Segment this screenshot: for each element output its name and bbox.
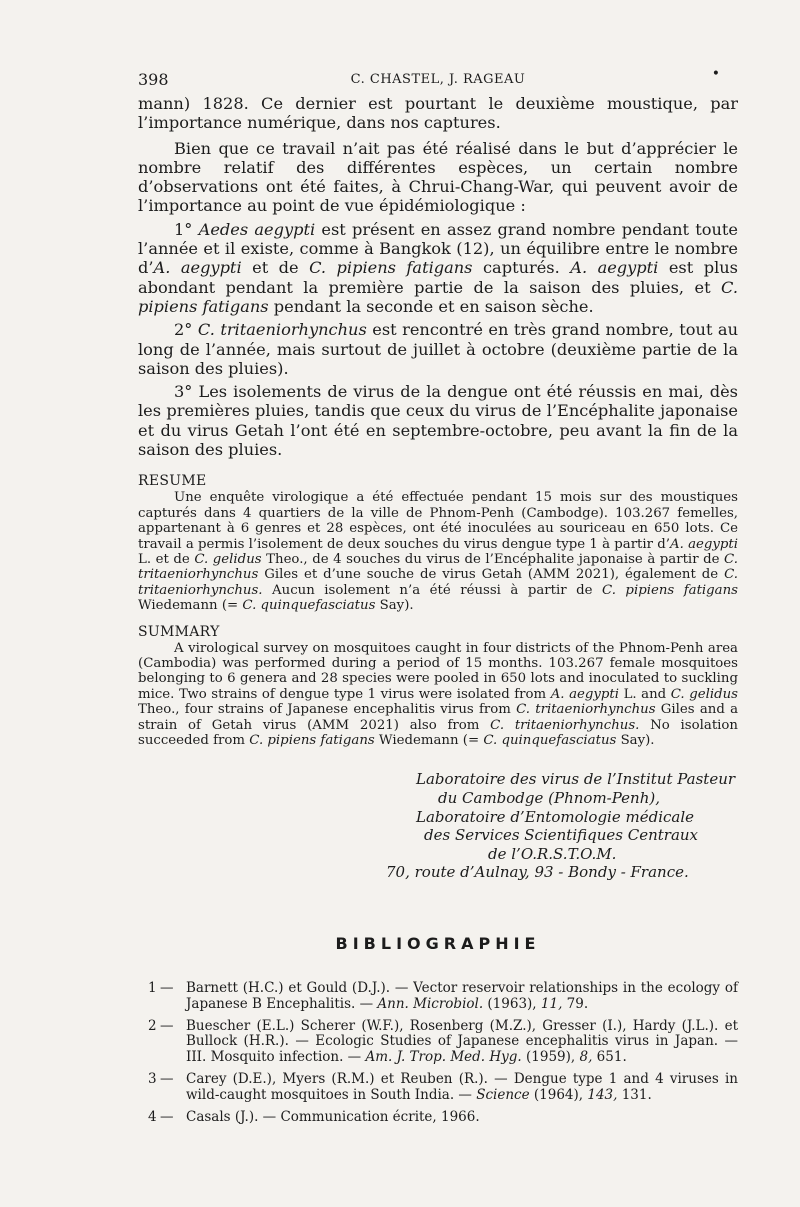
running-title: C. CHASTEL, J. RAGEAU	[350, 72, 526, 87]
reference-item: 1 — Barnett (H.C.) et Gould (D.J.). — Vector reservoir relationships in the ecology of Japanese B Encephalitis. — Ann. Microbiol. (1963), 11, 79.	[148, 980, 738, 1012]
address-line-4: des Services Scientifiques Centraux	[424, 826, 699, 845]
page-header	[138, 64, 738, 94]
body-text	[138, 94, 738, 459]
page	[138, 64, 738, 1131]
observation-2: 2° C. tritaeniorhynchus est rencontré en très grand nombre, tout au long de l’année, mais surtout de juillet à octobre (deuxième partie de la saison des pluies).	[138, 320, 739, 378]
resume-title: RESUME	[138, 473, 207, 490]
paragraph-1: mann) 1828. Ce dernier est pourtant le deuxième moustique, par l’importance numérique, dans nos captures.	[138, 94, 738, 133]
address-line-5: de l’O.R.S.T.O.M.	[488, 844, 617, 863]
reference-list	[138, 981, 738, 1125]
reference-item: 3 — Carey (D.E.), Myers (R.M.) et Reuben (R.). — Dengue type 1 and 4 viruses in wild-caught mosquitoes in South India. — Science (1964), 143, 131.	[148, 1070, 738, 1103]
resume-text: Une enquête virologique a été effectuée pendant 15 mois sur des moustiques capturés dans 4 quartiers de la ville de Phnom-Penh (Cambodge). 103.267 femelles, appartenant à 6 genres et 28 espèces, ont été inoculées au souriceau en 650 lots. Ce travail a permis l’isolement de deux souches du virus dengue type 1 à partir d’A. aegypti L. et de C. gelidus Theo., de 4 souches du virus de l’Encéphalite japonaise à partir de C. tritaeniorhynchus Giles et d’une souche de virus Getah (AMM 2021), également de C. tritaeniorhynchus. Aucun isolement n’a été réussi à partir de C. pipiens fatigans Wiedemann (= C. quinquefasciatus Say).	[138, 490, 739, 614]
observation-3: 3° Les isolements de virus de la dengue ont été réussis en mai, dès les premières pluies, tandis que ceux du virus de l’Encéphalite japonaise et du virus Getah l’ont été en septembre-octobre, peu avant la fin de la saison des pluies.	[138, 382, 738, 460]
summary-text: A virological survey on mosquitoes caught in four districts of the Phnom-Penh area (Cambodia) was performed during a period of 15 months. 103.267 female mosquitoes belonging to 6 genera and 28 species were pooled in 650 lots and inoculated to suckling mice. Two strains of dengue type 1 virus were isolated from A. aegypti L. and C. gelidus Theo., four strains of Japanese encephalitis virus from C. tritaeniorhynchus Giles and a strain of Getah virus (AMM 2021) also from C. tritaeniorhynchus. No isolation succeeded from C. pipiens fatigans Wiedemann (= C. quinquefasciatus Say).	[138, 640, 739, 749]
summary-title: SUMMARY	[138, 623, 220, 640]
affiliation-address	[138, 770, 738, 882]
paragraph-2: Bien que ce travail n’ait pas été réalisé dans le but d’apprécier le nombre relatif des différentes espèces, un certain nombre d’observations ont été faites, à Chrui-Chang-War, qui peuvent avoir de l’importance au point de vue épidémiologique :	[138, 138, 738, 216]
address-line-1: Laboratoire des virus de l’Institut Pasteur	[416, 770, 736, 789]
address-line-6: 70, route d’Aulnay, 93 - Bondy - France.	[386, 863, 689, 882]
page-number: 398	[138, 70, 169, 89]
margin-mark: •	[711, 66, 720, 82]
reference-item: 4 — Casals (J.). — Communication écrite, 1966.	[148, 1108, 480, 1125]
bibliography-title: BIBLIOGRAPHIE	[335, 934, 541, 953]
reference-item: 2 — Buescher (E.L.) Scherer (W.F.), Rosenberg (M.Z.), Gresser (I.), Hardy (J.L.). et Bullock (H.R.). — Ecologic Studies of Japanese encephalitis virus in Japan. — III. Mosquito infection. — Am. J. Trop. Med. Hyg. (1959), 8, 651.	[148, 1017, 738, 1066]
address-line-2: du Cambodge (Phnom-Penh),	[438, 789, 660, 808]
address-line-3: Laboratoire d’Entomologie médicale	[416, 807, 695, 826]
observation-1: 1° Aedes aegypti est présent en assez grand nombre pendant toute l’année et il existe, comme à Bangkok (12), un équilibre entre le nombre d’A. aegypti et de C. pipiens fatigans capturés. A. aegypti est plus abondant pendant la première partie de la saison des pluies, et C. pipiens fatigans pendant la seconde et en saison sèche.	[138, 219, 739, 316]
